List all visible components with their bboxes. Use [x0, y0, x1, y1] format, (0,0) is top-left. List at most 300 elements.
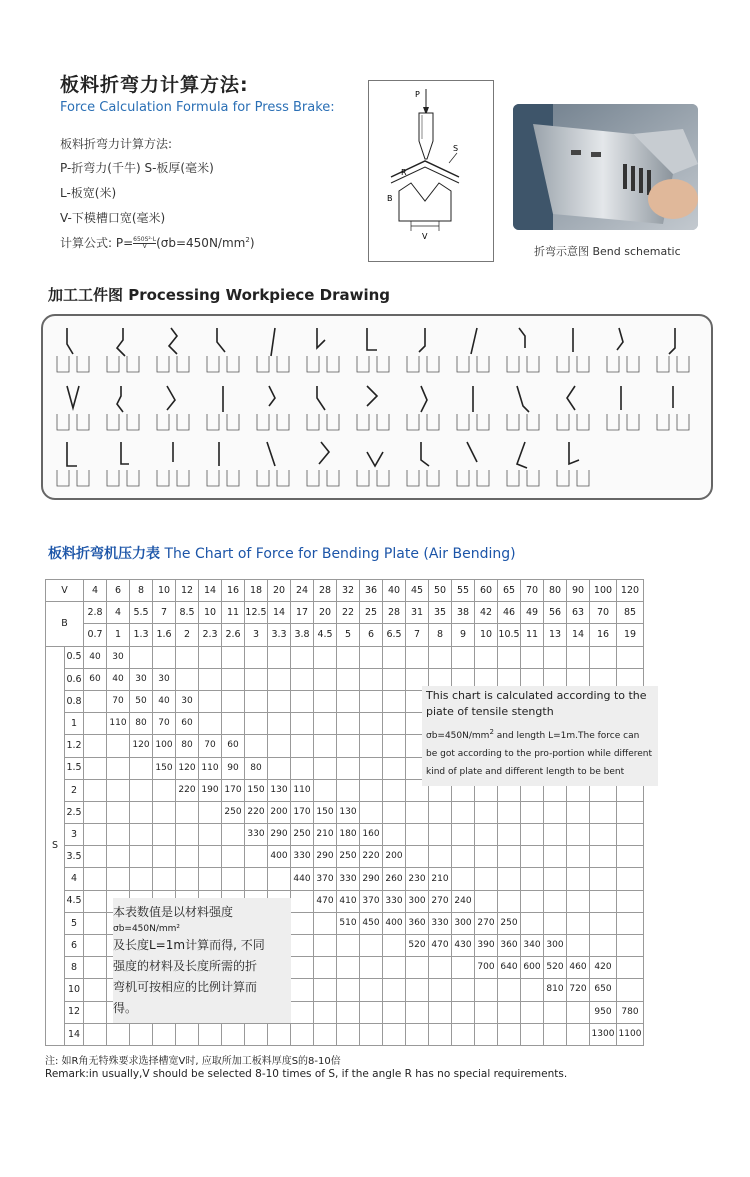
schematic-svg [369, 81, 493, 261]
empty-cell [567, 801, 590, 823]
s-value-cell: 1 [65, 713, 84, 735]
b-max-cell: 42 [475, 602, 498, 624]
empty-cell [245, 846, 268, 868]
empty-cell [567, 824, 590, 846]
empty-cell [452, 646, 475, 668]
empty-cell [360, 979, 383, 1001]
empty-cell [314, 757, 337, 779]
force-value-cell: 40 [153, 690, 176, 712]
empty-cell [590, 801, 617, 823]
empty-cell [521, 646, 544, 668]
b-max-cell: 56 [544, 602, 567, 624]
empty-cell [107, 735, 130, 757]
b-max-cell: 63 [567, 602, 590, 624]
empty-cell [222, 1023, 245, 1045]
empty-cell [544, 646, 567, 668]
force-value-cell: 420 [590, 957, 617, 979]
force-value-cell: 50 [130, 690, 153, 712]
empty-cell [383, 824, 406, 846]
empty-cell [130, 757, 153, 779]
force-value-cell: 250 [222, 801, 245, 823]
note-en-line5: kind of plate and different length to be bent [426, 767, 625, 777]
workpiece-drawings-svg [43, 316, 711, 498]
force-value-cell: 250 [291, 824, 314, 846]
empty-cell [176, 801, 199, 823]
empty-cell [544, 868, 567, 890]
b-max-cell: 28 [383, 602, 406, 624]
s-value-cell: 8 [65, 957, 84, 979]
empty-cell [84, 735, 107, 757]
empty-cell [199, 868, 222, 890]
force-value-cell: 650 [590, 979, 617, 1001]
table-row [46, 801, 644, 823]
force-value-cell: 1300 [590, 1023, 617, 1045]
b-min-cell: 2.3 [199, 624, 222, 646]
empty-cell [314, 1001, 337, 1023]
workpiece-sketch [207, 442, 239, 486]
force-value-cell: 110 [107, 713, 130, 735]
empty-cell [406, 1023, 429, 1045]
empty-cell [617, 935, 644, 957]
b-max-cell: 31 [406, 602, 429, 624]
workpiece-sketch [507, 386, 539, 430]
empty-cell [84, 912, 107, 934]
empty-cell [268, 713, 291, 735]
v-header-cell: 32 [337, 580, 360, 602]
empty-cell [617, 646, 644, 668]
workpiece-sketch [307, 328, 339, 372]
force-value-cell: 340 [521, 935, 544, 957]
force-value-cell: 60 [84, 668, 107, 690]
workpiece-sketch [107, 328, 139, 372]
empty-cell [360, 1001, 383, 1023]
empty-cell [406, 801, 429, 823]
formula-suffix: (σb=450N/mm [156, 236, 246, 250]
workpiece-sketch [257, 328, 289, 372]
empty-cell [337, 757, 360, 779]
empty-cell [199, 690, 222, 712]
workpiece-sketch [357, 386, 389, 430]
b-min-cell: 6.5 [383, 624, 406, 646]
empty-cell [498, 979, 521, 1001]
force-value-cell: 30 [107, 646, 130, 668]
empty-cell [291, 912, 314, 934]
empty-cell [360, 713, 383, 735]
page-subtitle: Force Calculation Formula for Press Brake: [60, 100, 335, 115]
force-value-cell: 180 [337, 824, 360, 846]
empty-cell [291, 646, 314, 668]
empty-cell [544, 846, 567, 868]
force-value-cell: 150 [153, 757, 176, 779]
s-value-cell: 0.5 [65, 646, 84, 668]
note-cn-line3: 及长度L=1m计算而得, 不同 [113, 938, 265, 952]
b-max-cell: 12.5 [245, 602, 268, 624]
b-min-cell: 1.3 [130, 624, 153, 646]
b-min-cell: 3 [245, 624, 268, 646]
workpiece-sketch [307, 386, 339, 430]
workpiece-sketch [457, 442, 489, 486]
empty-cell [176, 668, 199, 690]
empty-cell [268, 757, 291, 779]
empty-cell [521, 979, 544, 1001]
workpiece-sketch [407, 328, 439, 372]
force-value-cell: 110 [291, 779, 314, 801]
empty-cell [84, 801, 107, 823]
force-value-cell: 120 [130, 735, 153, 757]
empty-cell [84, 868, 107, 890]
empty-cell [406, 646, 429, 668]
empty-cell [617, 846, 644, 868]
empty-cell [590, 846, 617, 868]
empty-cell [84, 1023, 107, 1045]
force-value-cell: 330 [291, 846, 314, 868]
b-min-cell: 6 [360, 624, 383, 646]
workpiece-sketch [607, 386, 639, 430]
empty-cell [245, 668, 268, 690]
empty-cell [130, 801, 153, 823]
empty-cell [475, 646, 498, 668]
empty-cell [617, 824, 644, 846]
empty-cell [521, 890, 544, 912]
empty-cell [291, 890, 314, 912]
empty-cell [567, 1023, 590, 1045]
force-value-cell: 400 [268, 846, 291, 868]
empty-cell [291, 957, 314, 979]
empty-cell [498, 846, 521, 868]
empty-cell [199, 668, 222, 690]
empty-cell [429, 979, 452, 1001]
empty-cell [84, 1001, 107, 1023]
s-value-cell: 5 [65, 912, 84, 934]
s-value-cell: 12 [65, 1001, 84, 1023]
workpiece-sketch [157, 328, 189, 372]
b-min-cell: 9 [452, 624, 475, 646]
s-value-cell: 3 [65, 824, 84, 846]
workpiece-sketch [657, 386, 689, 430]
b-min-cell: 4.5 [314, 624, 337, 646]
empty-cell [84, 779, 107, 801]
remark-english: Remark:in usually,V should be selected 8-10 times of S, if the angle R has no special requirements. [45, 1068, 568, 1080]
empty-cell [617, 890, 644, 912]
empty-cell [314, 668, 337, 690]
b-max-cell: 5.5 [130, 602, 153, 624]
empty-cell [590, 935, 617, 957]
bend-schematic-diagram [368, 80, 494, 262]
workpiece-sketch [57, 328, 89, 372]
empty-cell [567, 1001, 590, 1023]
force-value-cell: 300 [452, 912, 475, 934]
force-value-cell: 330 [383, 890, 406, 912]
empty-cell [590, 824, 617, 846]
note-en-line4: be got according to the pro-portion while different [426, 749, 653, 759]
empty-cell [498, 868, 521, 890]
force-value-cell: 450 [360, 912, 383, 934]
v-header-cell: 36 [360, 580, 383, 602]
formula-v-definition: V-下模槽口宽(毫米) [60, 211, 166, 225]
b-max-cell: 14 [268, 602, 291, 624]
v-header-cell: 4 [84, 580, 107, 602]
empty-cell [107, 1023, 130, 1045]
empty-cell [337, 1023, 360, 1045]
force-value-cell: 80 [176, 735, 199, 757]
force-value-cell: 1100 [617, 1023, 644, 1045]
empty-cell [245, 646, 268, 668]
s-value-cell: 14 [65, 1023, 84, 1045]
force-value-cell: 250 [498, 912, 521, 934]
table-row [46, 846, 644, 868]
workpiece-sketch [407, 442, 439, 486]
force-value-cell: 80 [130, 713, 153, 735]
note-cn-line2: σb=450N/mm² [113, 924, 181, 934]
empty-cell [291, 1001, 314, 1023]
empty-cell [383, 935, 406, 957]
force-value-cell: 120 [176, 757, 199, 779]
b-max-cell: 2.8 [84, 602, 107, 624]
empty-cell [406, 979, 429, 1001]
empty-cell [498, 646, 521, 668]
empty-cell [521, 824, 544, 846]
b-max-cell: 17 [291, 602, 314, 624]
empty-cell [153, 646, 176, 668]
empty-cell [383, 1023, 406, 1045]
empty-cell [130, 846, 153, 868]
note-cn-line5: 弯机可按相应的比例计算而 [113, 980, 258, 994]
empty-cell [544, 890, 567, 912]
empty-cell [222, 713, 245, 735]
empty-cell [268, 690, 291, 712]
schematic-label-b: B [387, 194, 393, 203]
schematic-label-s: S [453, 144, 459, 153]
empty-cell [107, 824, 130, 846]
empty-cell [429, 1023, 452, 1045]
empty-cell [84, 713, 107, 735]
force-value-cell: 210 [314, 824, 337, 846]
empty-cell [452, 868, 475, 890]
empty-cell [360, 668, 383, 690]
table-row [46, 646, 644, 668]
empty-cell [383, 668, 406, 690]
empty-cell [153, 824, 176, 846]
force-value-cell: 520 [406, 935, 429, 957]
formula-superscript: 2 [245, 236, 250, 244]
force-value-cell: 460 [567, 957, 590, 979]
empty-cell [314, 779, 337, 801]
empty-cell [567, 912, 590, 934]
empty-cell [452, 824, 475, 846]
s-value-cell: 0.6 [65, 668, 84, 690]
empty-cell [199, 846, 222, 868]
empty-cell [314, 957, 337, 979]
empty-cell [544, 1023, 567, 1045]
section-title-en: The Chart of Force for Bending Plate (Air Bending) [164, 546, 516, 562]
formula-expression [60, 234, 255, 251]
empty-cell [153, 779, 176, 801]
note-cn-line1: 本表数值是以材料强度 [113, 905, 234, 919]
empty-cell [291, 668, 314, 690]
empty-cell [498, 890, 521, 912]
empty-cell [130, 868, 153, 890]
schematic-label-v: V [422, 232, 428, 241]
empty-cell [107, 757, 130, 779]
empty-cell [314, 735, 337, 757]
force-value-cell: 150 [245, 779, 268, 801]
empty-cell [406, 957, 429, 979]
empty-cell [429, 801, 452, 823]
empty-cell [617, 801, 644, 823]
force-value-cell: 70 [153, 713, 176, 735]
force-value-cell: 640 [498, 957, 521, 979]
note-en-line3 [426, 723, 654, 745]
empty-cell [291, 757, 314, 779]
empty-cell [429, 646, 452, 668]
force-value-cell: 220 [245, 801, 268, 823]
s-value-cell: 4.5 [65, 890, 84, 912]
v-header-cell: 80 [544, 580, 567, 602]
force-value-cell: 110 [199, 757, 222, 779]
force-value-cell: 30 [153, 668, 176, 690]
force-value-cell: 30 [130, 668, 153, 690]
empty-cell [452, 1023, 475, 1045]
note-en-length: and length L=1m.The force can [493, 731, 640, 741]
empty-cell [429, 846, 452, 868]
force-value-cell: 260 [383, 868, 406, 890]
b-max-cell: 11 [222, 602, 245, 624]
note-cn-line6: 得。 [113, 1001, 138, 1015]
workpiece-sketch [557, 442, 589, 486]
empty-cell [475, 824, 498, 846]
s-value-cell: 2.5 [65, 801, 84, 823]
empty-cell [337, 957, 360, 979]
force-value-cell: 250 [337, 846, 360, 868]
workpiece-sketch [457, 386, 489, 430]
empty-cell [84, 935, 107, 957]
b-max-cell: 25 [360, 602, 383, 624]
v-header-cell: 50 [429, 580, 452, 602]
s-value-cell: 3.5 [65, 846, 84, 868]
note-cn-line4: 强度的材料及长度所需的折 [113, 959, 258, 973]
empty-cell [245, 1023, 268, 1045]
empty-cell [84, 979, 107, 1001]
empty-cell [567, 890, 590, 912]
empty-cell [84, 690, 107, 712]
empty-cell [383, 801, 406, 823]
empty-cell [314, 935, 337, 957]
force-value-cell: 360 [406, 912, 429, 934]
s-value-cell: 6 [65, 935, 84, 957]
empty-cell [337, 690, 360, 712]
empty-cell [498, 1001, 521, 1023]
empty-cell [337, 779, 360, 801]
empty-cell [107, 868, 130, 890]
force-value-cell: 520 [544, 957, 567, 979]
empty-cell [452, 846, 475, 868]
workpiece-sketch [207, 328, 239, 372]
empty-cell [84, 846, 107, 868]
empty-cell [268, 646, 291, 668]
empty-cell [521, 868, 544, 890]
force-value-cell: 470 [314, 890, 337, 912]
empty-cell [245, 868, 268, 890]
force-value-cell: 220 [360, 846, 383, 868]
empty-cell [245, 713, 268, 735]
empty-cell [429, 957, 452, 979]
empty-cell [84, 824, 107, 846]
formula-heading: 板料折弯力计算方法: [60, 137, 173, 151]
b-max-cell: 85 [617, 602, 644, 624]
workpiece-sketch [257, 442, 289, 486]
force-value-cell: 290 [314, 846, 337, 868]
b-min-cell: 1 [107, 624, 130, 646]
b-max-cell: 35 [429, 602, 452, 624]
empty-cell [268, 735, 291, 757]
note-en-line1: This chart is calculated according to the [426, 689, 647, 702]
photo-svg [513, 104, 698, 230]
formula-p-definition: P-折弯力(千牛) S-板厚(毫米) [60, 161, 214, 175]
empty-cell [107, 846, 130, 868]
empty-cell [383, 735, 406, 757]
empty-cell [222, 846, 245, 868]
empty-cell [406, 824, 429, 846]
empty-cell [176, 646, 199, 668]
empty-cell [291, 935, 314, 957]
force-value-cell: 100 [153, 735, 176, 757]
v-header-cell: 16 [222, 580, 245, 602]
empty-cell [360, 735, 383, 757]
b-min-cell: 19 [617, 624, 644, 646]
force-value-cell: 90 [222, 757, 245, 779]
force-value-cell: 290 [360, 868, 383, 890]
empty-cell [107, 779, 130, 801]
empty-cell [475, 868, 498, 890]
empty-cell [222, 690, 245, 712]
note-en-sigma: σb=450N/mm [426, 731, 490, 741]
empty-cell [337, 713, 360, 735]
empty-cell [521, 912, 544, 934]
workpiece-sketch [107, 442, 139, 486]
force-value-cell: 330 [245, 824, 268, 846]
empty-cell [498, 1023, 521, 1045]
empty-cell [222, 668, 245, 690]
b-min-cell: 14 [567, 624, 590, 646]
empty-cell [84, 757, 107, 779]
empty-cell [268, 1023, 291, 1045]
v-header-cell: 100 [590, 580, 617, 602]
empty-cell [617, 868, 644, 890]
empty-cell [383, 979, 406, 1001]
b-max-cell: 8.5 [176, 602, 199, 624]
workpiece-sketch [307, 442, 339, 486]
remark-chinese: 注: 如R角无特殊要求选择槽宽V时, 应取所加工板料厚度S的8-10倍 [45, 1056, 341, 1067]
s-value-cell: 2 [65, 779, 84, 801]
empty-cell [130, 1023, 153, 1045]
v-header-cell: 65 [498, 580, 521, 602]
empty-cell [521, 1001, 544, 1023]
b-min-cell: 13 [544, 624, 567, 646]
empty-cell [222, 868, 245, 890]
b-max-cell: 49 [521, 602, 544, 624]
force-value-cell: 150 [314, 801, 337, 823]
empty-cell [199, 824, 222, 846]
empty-cell [383, 690, 406, 712]
force-value-cell: 210 [429, 868, 452, 890]
force-value-cell: 40 [107, 668, 130, 690]
b-min-cell: 1.6 [153, 624, 176, 646]
empty-cell [567, 935, 590, 957]
force-value-cell: 470 [429, 935, 452, 957]
empty-cell [84, 890, 107, 912]
empty-cell [337, 979, 360, 1001]
table-row [46, 1023, 644, 1045]
